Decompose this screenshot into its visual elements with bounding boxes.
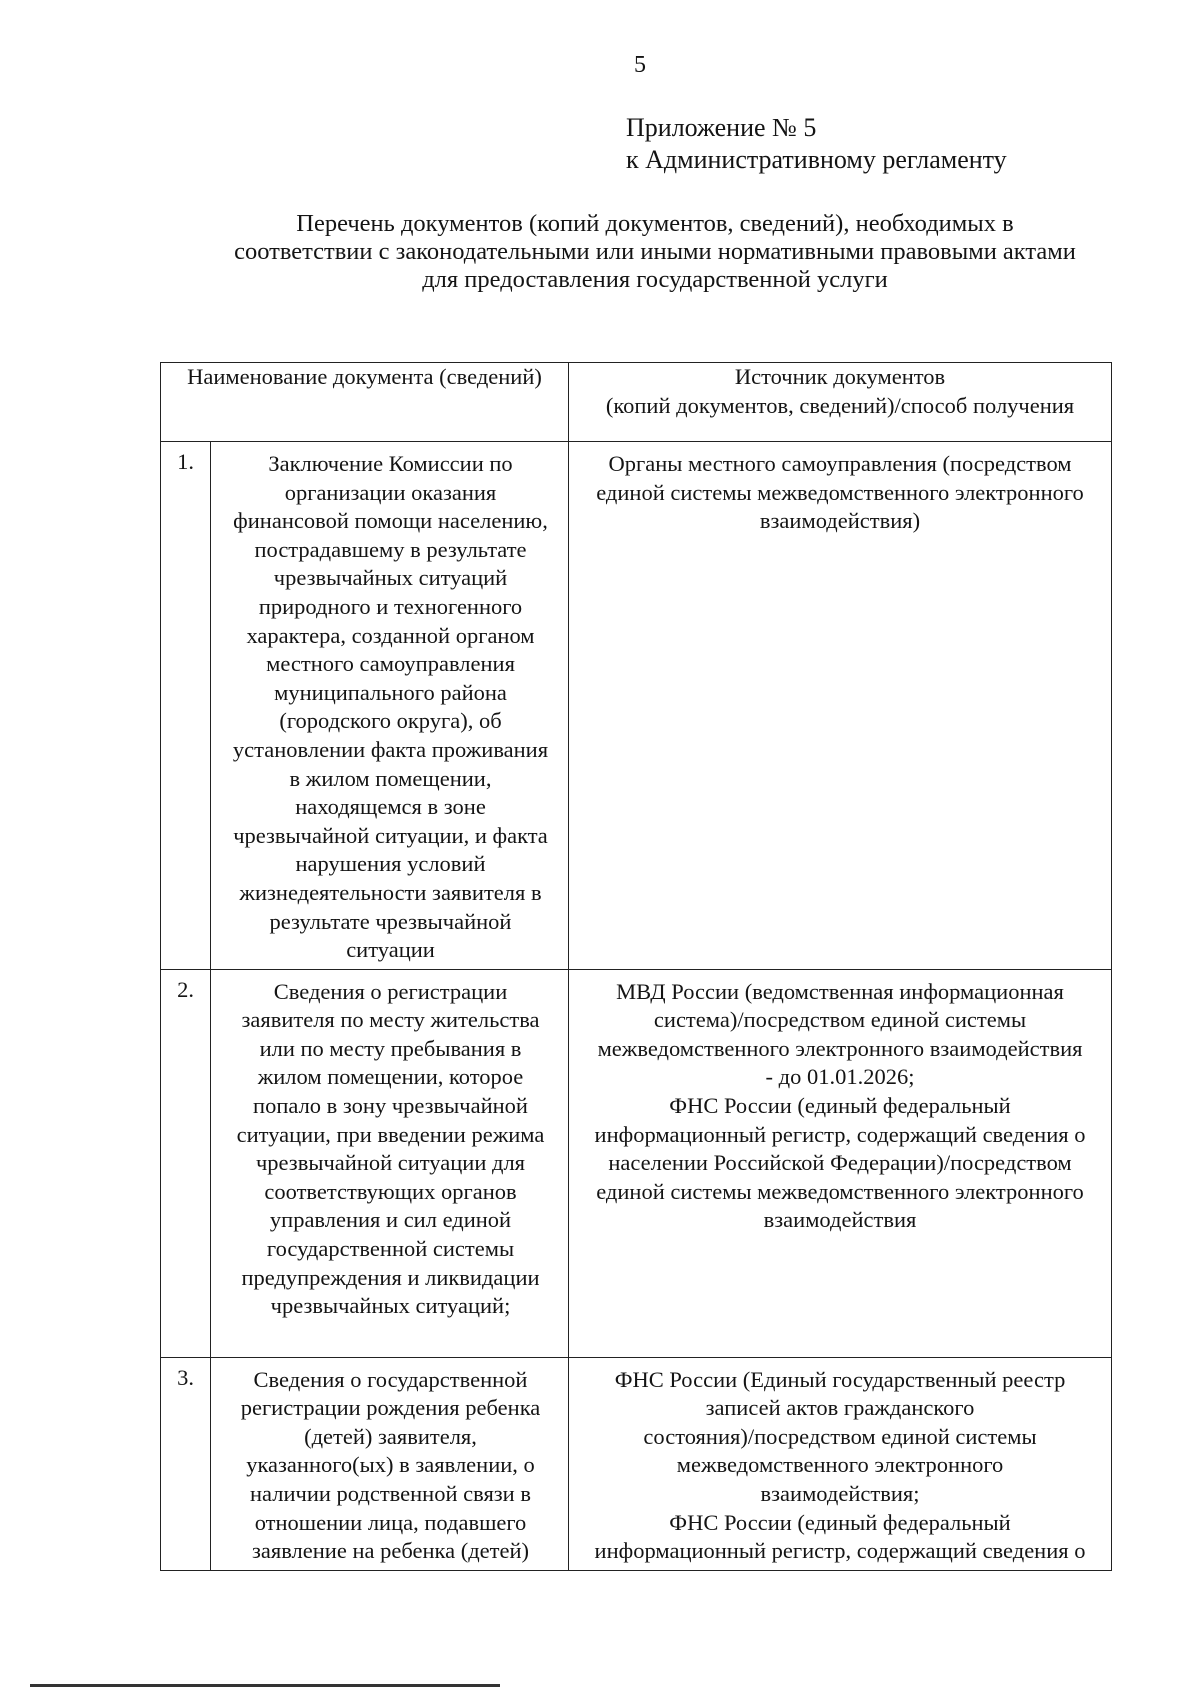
table-row: [161, 969, 1112, 1357]
document-name-line: ситуации, при введении режима: [236, 1121, 545, 1147]
row-number: 2.: [161, 969, 211, 1357]
document-name-line: результате чрезвычайной: [269, 908, 512, 934]
appendix-heading: [626, 112, 1007, 176]
title-line-2: соответствии с законодательными или иными нормативными правовыми актами: [234, 238, 1076, 265]
document-source-line: ФНС России (Единый государственный реестр: [614, 1366, 1066, 1392]
document-name-line: Заключение Комиссии по: [268, 451, 513, 476]
header-document-source: [569, 363, 1112, 442]
document-name-line: заявителя по месту жительства: [241, 1007, 540, 1033]
page-number: 5: [634, 52, 646, 78]
document-name-line: чрезвычайной ситуации, и факта: [233, 822, 548, 848]
document-source-line: информационный регистр, содержащий сведения о: [594, 1538, 1086, 1564]
table-header-row: [161, 363, 1112, 442]
document-name-line: финансовой помощи населению,: [233, 508, 548, 534]
document-source-line: единой системы межведомственного электронного: [596, 1178, 1084, 1204]
document-name-line: заявление на ребенка (детей): [252, 1538, 530, 1564]
document-name-line: жилом помещении, которое: [257, 1064, 524, 1090]
document-source-line: ФНС России (единый федеральный: [669, 1093, 1011, 1119]
row-number: 3.: [161, 1357, 211, 1570]
document-name-line: характера, созданной органом: [246, 622, 535, 648]
document-name-line: наличии родственной связи в: [250, 1481, 531, 1507]
appendix-line-2: к Административному регламенту: [626, 145, 1007, 174]
document-name-line: чрезвычайной ситуации для: [255, 1150, 526, 1176]
title-line-3: для предоставления государственной услуги: [422, 266, 888, 293]
document-name-line: Сведения о государственной: [253, 1366, 528, 1392]
document-name-line: соответствующих органов: [264, 1178, 517, 1204]
document-name-line: установлении факта проживания: [232, 736, 549, 762]
appendix-line-1: Приложение № 5: [626, 113, 817, 142]
document-name-line: указанного(ых) в заявлении, о: [246, 1452, 535, 1478]
document-name-line: или по месту пребывания в: [259, 1035, 522, 1061]
document-name-cell: [211, 969, 569, 1357]
document-source-line: единой системы межведомственного электронного: [596, 479, 1084, 505]
document-name-line: нарушения условий: [295, 851, 486, 877]
document-source-line: состояния)/посредством единой системы: [643, 1423, 1037, 1449]
table-row: [161, 1357, 1112, 1570]
document-source-line: - до 01.01.2026;: [765, 1064, 915, 1090]
document-name-line: организации оказания: [284, 479, 497, 505]
document-source-cell: [569, 969, 1112, 1357]
document-source-line: система)/посредством единой системы: [653, 1007, 1027, 1033]
document-source-line: взаимодействия): [759, 508, 921, 534]
title-line-1: Перечень документов (копий документов, сведений), необходимых в: [296, 210, 1014, 237]
document-name-line: пострадавшему в результате: [254, 536, 527, 562]
document-name-line: Сведения о регистрации: [273, 978, 508, 1004]
header-source-line-1: Источник документов: [734, 364, 946, 389]
document-source-line: Органы местного самоуправления (посредством: [608, 451, 1072, 476]
document-name-line: регистрации рождения ребенка: [240, 1395, 541, 1421]
table-body: [161, 442, 1112, 1571]
documents-table: [160, 362, 1112, 1571]
document-source-line: взаимодействия;: [760, 1481, 920, 1507]
document-source-cell: [569, 1357, 1112, 1570]
document-source-line: МВД России (ведомственная информационная: [616, 978, 1064, 1004]
header-source-line-2: (копий документов, сведений)/способ получения: [605, 392, 1075, 418]
document-name-line: (городского округа), об: [279, 708, 502, 734]
document-name-line: жизнедеятельности заявителя в: [239, 879, 542, 905]
document-source-line: межведомственного электронного: [676, 1452, 1004, 1478]
row-number: 1.: [161, 442, 211, 970]
document-name-line: находящемся в зоне: [295, 794, 486, 820]
document-name-cell: [211, 1357, 569, 1570]
document-name-line: муниципального района: [274, 679, 507, 705]
table-row: [161, 442, 1112, 970]
document-source-line: межведомственного электронного взаимодействия: [597, 1035, 1083, 1061]
document-name-cell: [211, 442, 569, 970]
document-name-line: местного самоуправления: [266, 651, 515, 677]
header-document-name-text: Наименование документа (сведений): [187, 364, 542, 389]
document-name-line: ситуации: [346, 937, 435, 963]
document-source-line: информационный регистр, содержащий сведения о: [594, 1121, 1086, 1147]
document-name-line: чрезвычайных ситуаций: [273, 565, 508, 591]
document-title: [160, 210, 1150, 294]
document-source-line: населении Российской Федерации)/посредством: [608, 1150, 1072, 1176]
footer-divider: [30, 1684, 500, 1687]
document-name-line: управления и сил единой: [269, 1207, 512, 1233]
header-document-name: [161, 363, 569, 442]
document-source-cell: [569, 442, 1112, 970]
document-name-line: природного и техногенного: [258, 593, 523, 619]
document-name-line: отношении лица, подавшего: [254, 1509, 527, 1535]
document-name-line: чрезвычайных ситуаций;: [270, 1293, 511, 1319]
document-source-line: записей актов гражданского: [705, 1395, 975, 1421]
document-name-line: (детей) заявителя,: [304, 1423, 477, 1449]
document-name-line: попало в зону чрезвычайной: [253, 1093, 528, 1119]
document-name-line: предупреждения и ликвидации: [241, 1264, 540, 1290]
document-name-line: государственной системы: [266, 1236, 515, 1262]
document-name-line: в жилом помещении,: [289, 765, 492, 791]
document-source-line: ФНС России (единый федеральный: [669, 1509, 1011, 1535]
document-source-line: взаимодействия: [763, 1207, 917, 1233]
